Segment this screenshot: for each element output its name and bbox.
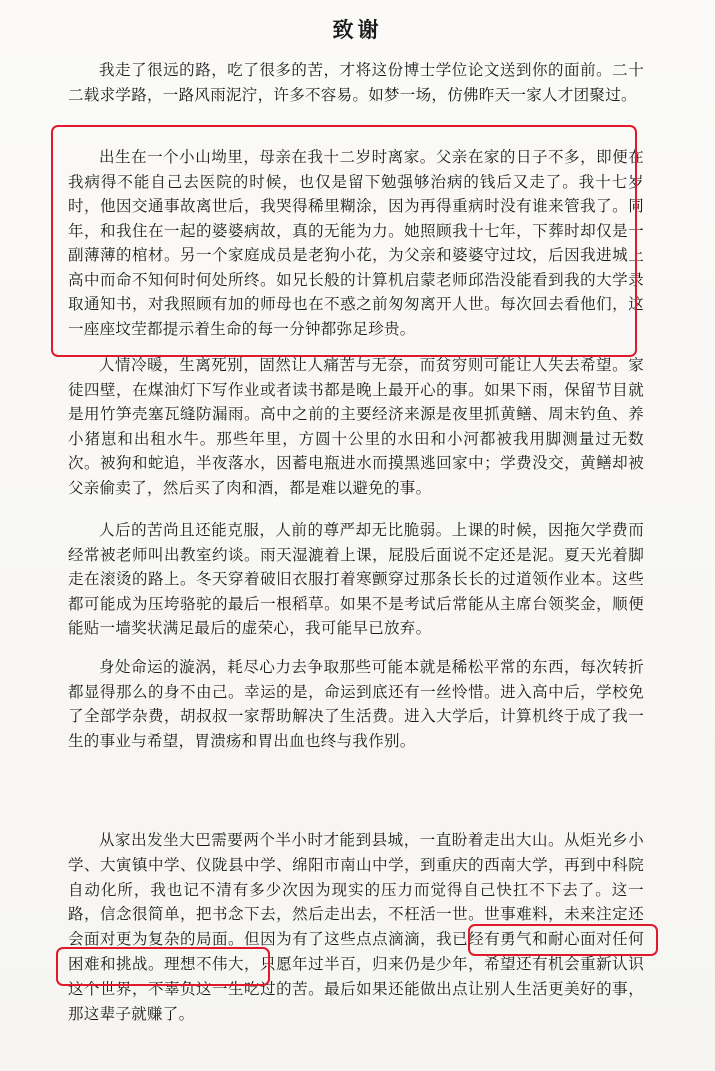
- highlight-box-courage: [468, 924, 658, 956]
- paragraph-opening: 我走了很远的路，吃了很多的苦，才将这份博士学位论文送到你的面前。二十二载求学路，一路风雨泥泞，许多不容易。如梦一场，仿佛昨天一家人才团聚过。: [68, 61, 644, 104]
- highlight-box-challenges: [56, 947, 270, 986]
- paragraph-fate: 身处命运的漩涡，耗尽心力去争取那些可能本就是稀松平常的东西，每次转折都显得那么的身不由己。幸运的是，命运到底还有一丝怜惜。进入高中后，学校免了全部学杂费，胡叔叔一家帮助解决了生活费。进入大学后，计算机终于成了我一生的事业与希望，胃溃疡和胃出血也终与我作别。: [68, 658, 644, 750]
- paragraph-dignity: 人后的苦尚且还能克服，人前的尊严却无比脆弱。上课的时候，因拖欠学费而经常被老师叫出教室约谈。雨天湿漉着上课，屁股后面说不定还是泥。夏天光着脚走在滚烫的路上。冬天穿着破旧衣服打着寒颤穿过那条长长的过道领作业本。这些都可能成为压垮骆驼的最后一根稻草。如果不是考试后常能从主席台领奖金，顺便能贴一墙奖状满足最后的虚荣心，我可能早已放弃。: [68, 521, 644, 637]
- page-title: 致谢: [332, 17, 383, 42]
- paragraph-poverty: 人情冷暖，生离死别，固然让人痛苦与无奈，而贫穷则可能让人失去希望。家徒四壁，在煤油灯下写作业或者读书都是晚上最开心的事。如果下雨，保留节目就是用竹笋壳塞瓦缝防漏雨。高中之前的主要经济来源是夜里抓黄鳝、周末钓鱼、养小猪崽和出租水牛。那些年里，方圆十公里的水田和小河都被我用脚测量过无数次。被狗和蛇追，半夜落水，因蓄电瓶进水而摸黑逃回家中；学费没交，黄鳝却被父亲偷卖了，然后买了肉和酒，都是难以避免的事。: [68, 356, 644, 497]
- highlight-box-family-paragraph: [51, 125, 637, 357]
- paragraph-family: 出生在一个小山坳里，母亲在我十二岁时离家。父亲在家的日子不多，即便在我病得不能自己去医院的时候，也仅是留下勉强够治病的钱后又走了。我十七岁时，他因交通事故离世后，我哭得稀里糊涂，因为再得重病时没有谁来管我了。同年，和我住在一起的婆婆病故，真的无能为力。她照顾我十七年，下葬时却仅是一副薄薄的棺材。另一个家庭成员是老狗小花，为父亲和婆婆守过坟，后因我进城上高中而命不知何时何处所终。如兄长般的计算机启蒙老师邱浩没能看到我的大学录取通知书，对我照顾有加的师母也在不惑之前匆匆离开人世。每次回去看他们，这一座座坟茔都提示着生命的每一分钟都弥足珍贵。: [68, 148, 644, 338]
- paragraph-journey: 从家出发坐大巴需要两个半小时才能到县城，一直盼着走出大山。从炬光乡小学、大寅镇中学、仪陇县中学、绵阳市南山中学，到重庆的西南大学，再到中科院自动化所，我也记不清有多少次因为现实的压力而觉得自己快扛不下去了。这一路，信念很简单，把书念下去，然后走出去，不枉活一世。世事难料，未来注定还会面对更为复杂的局面。但因为有了这些点点滴滴，我已经有勇气和耐心面对任何困难和挑战。理想不伟大，只愿年过半百，归来仍是少年，希望还有机会重新认识这个世界，不辜负这一生吃过的苦。最后如果还能做出点让别人生活更美好的事，那这辈子就赚了。: [68, 831, 644, 1023]
